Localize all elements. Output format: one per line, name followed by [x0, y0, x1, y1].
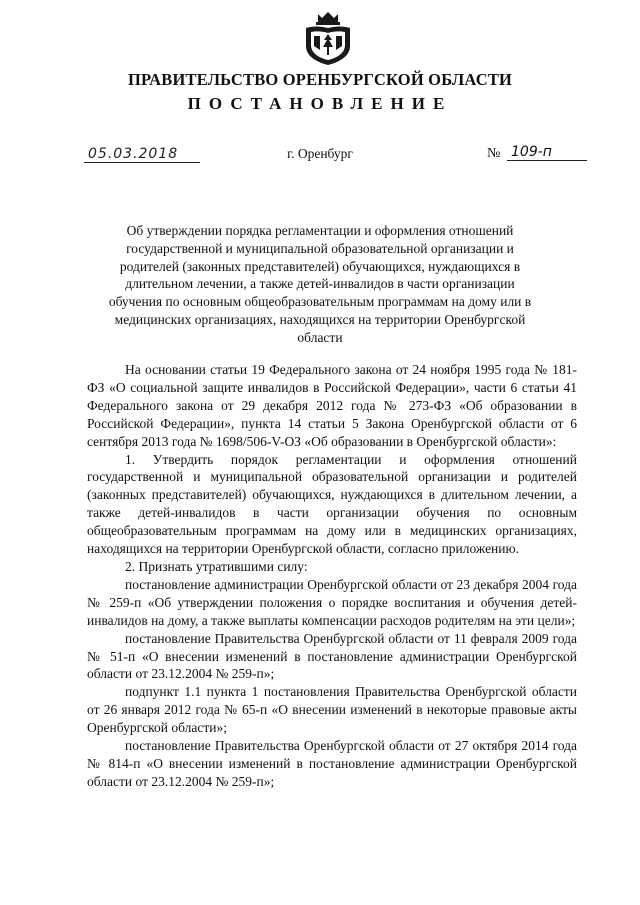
paragraph-repeal-2: постановление Правительства Оренбургской области от 11 февраля 2009 года № 51-п «О внесении изменений в постановление администрации Оренбургской области от 23.12.2004 № 259-п»; [87, 630, 577, 682]
document-title: Об утверждении порядка регламентации и оформления отношений государственной и муниципальной образовательной организации и родителей (законных представителей) обучающихся, нуждающихся в длительном лечении, а также детей-инвалидов в части организации обучения по основным общеобразовательным программам на дому или в медицинских организациях, находящихся на территории Оренбургской области [108, 223, 532, 345]
paragraph-basis: На основании статьи 19 Федерального закона от 24 ноября 1995 года № 181-ФЗ «О социальной защите инвалидов в Российской Федерации», части 6 статьи 41 Федерального закона от 29 декабря 2012 года № 273-ФЗ «Об образовании в Российской Федерации», пункта 14 статьи 5 Закона Оренбургской области от 6 сентября 2013 года № 1698/506-V-ОЗ «Об образовании в Оренбургской области»: [87, 362, 577, 449]
document-type: ПОСТАНОВЛЕНИЕ [187, 94, 453, 113]
paragraph-repeal-3: подпункт 1.1 пункта 1 постановления Правительства Оренбургской области от 26 января 2012 года № 65-п «О внесении изменений в некоторые правовые акты Оренбургской области»; [87, 684, 577, 736]
document-city: г. Оренбург [287, 146, 353, 161]
document-date: 05.03.2018 [84, 146, 200, 163]
paragraph-repeal-1: постановление администрации Оренбургской области от 23 декабря 2004 года № 259-п «Об утверждении положения о порядке воспитания и обучения детей-инвалидов на дому, а также выплаты компенсации расходов родителям на эти цели»; [87, 576, 577, 628]
paragraph-repeal-4: постановление Правительства Оренбургской области от 27 октября 2014 года № 814-п «О внесении изменений в постановление администрации Оренбургской области от 23.12.2004 № 259-п»; [87, 738, 577, 789]
coat-of-arms-emblem [302, 10, 354, 66]
paragraph-item-1: 1. Утвердить порядок регламентации и оформления отношений государственной и муниципальной образовательной организации и родителей (законных представителей) обучающихся, нуждающихся в длительном лечении, а также детей-инвалидов в части организации обучения по основным общеобразовательным программам на дому или в медицинских организациях, находящихся на территории Оренбургской области, согласно приложению. [87, 451, 577, 557]
document-number: 109-п [507, 144, 587, 161]
organization-title: ПРАВИТЕЛЬСТВО ОРЕНБУРГСКОЙ ОБЛАСТИ [127, 70, 513, 89]
number-label: № [487, 146, 501, 161]
document-body [87, 361, 577, 791]
paragraph-item-2: 2. Признать утратившими силу: [125, 558, 308, 574]
